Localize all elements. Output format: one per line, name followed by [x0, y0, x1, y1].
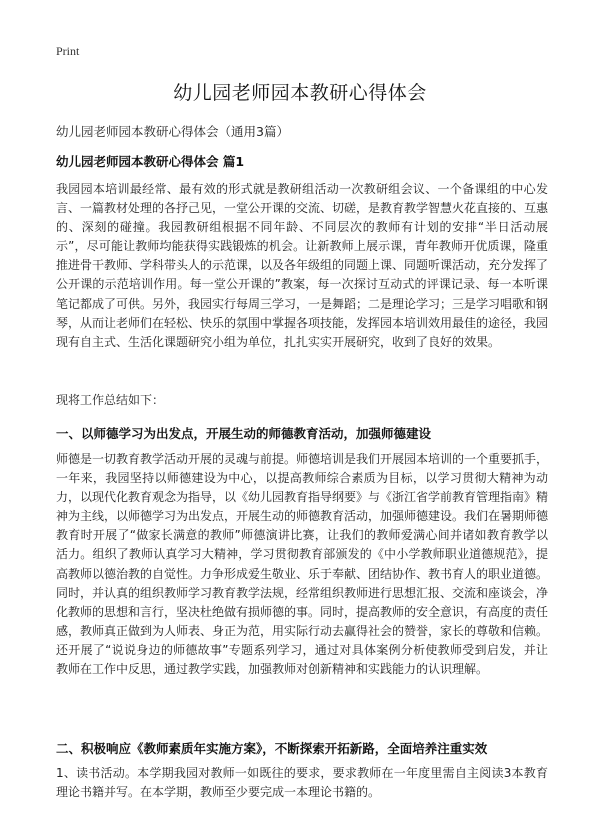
summary-intro: 现将工作总结如下： — [56, 393, 165, 407]
print-link[interactable]: Print — [56, 44, 80, 58]
section-heading-2: 二、积极响应《教师素质年实施方案》，不断探索开拓新路，全面培养注重实效 — [56, 741, 488, 756]
page-title: 幼儿园老师园本教研心得体会 — [173, 82, 427, 104]
article-heading: 幼儿园老师园本教研心得体会 篇1 — [56, 154, 245, 169]
section-2-paragraph: 1、读书活动。本学期我园对教师一如既往的要求，要求教师在一年度里需自主阅读3本教育理论书籍并写。在本学期，教师至少要完成一本理论书籍的。 — [56, 766, 548, 800]
document-subtitle: 幼儿园老师园本教研心得体会（通用3篇） — [56, 124, 289, 139]
section-1-paragraph: 师德是一切教育教学活动开展的灵魂与前提。师德培训是我们开展园本培训的一个重要抓手，一年来，我园坚持以师德建设为中心，以提高教师综合素质为目标，以学习贯彻大精神为动力，以现代化教育观念为指导，以《幼儿园教育指导纲要》与《浙江省学前教育管理指南》精神为主线，以师德学习为出发点，开展生动的师德教育活动，加强师德建设。我们在暑期师德教育时开展了“做家长满意的教师”师德演讲比赛，让我们的教师爱满心间并诸如教育教学以活力。组织了教师认真学习大精神，学习贯彻教育部颁发的《中小学教师职业道德规范》，提高教师以德治教的自觉性。力争形成爱生敬业、乐于奉献、团结协作、教书育人的职业道德。同时，并认真的组织教师学习教育教学法规，经常组织教师进行思想汇报、交流和座谈会，净化教师的思想和言行，坚决杜绝做有损师德的事。同时，提高教师的安全意识，有高度的责任感，教师真正做到为人师表、身正为范，用实际行动去赢得社会的赞誉，家长的尊敬和信赖。还开展了“说说身边的师德故事”专题系列学习，通过对具体案例分析使教师受到启发，并让教师在工作中反思，通过教学实践，加强教师对创新精神和实践能力的认识理解。 — [56, 452, 549, 677]
intro-paragraph: 我园园本培训最经常、最有效的形式就是教研组活动一次教研组会议、一个备课组的中心发言、一篇教材处理的各抒己见，一堂公开课的交流、切磋，是教育教学智慧火花直接的、互惠的、深刻的碰撞。我园教研组根据不同年龄、不同层次的教师有计划的安排“半日活动展示”，尽可能让教师均能获得实践锻炼的机会。让新教师上展示课，青年教师开优质课，隆重推进骨干教师、学科带头人的示范课，以及各年级组的同题上课、同题听课活动，充分发挥了公开课的示范培训作用。每一堂公开课的”教案，每一次探讨互动式的评课记录、每一本听课笔记都成了可供。另外，我园实行每周三学习，一是舞蹈；二是理论学习；三是学习唱歌和钢琴，从而让老师们在轻松、快乐的氛围中掌握各项技能，发挥园本培训效用最佳的途径，我园现有自主式、生活化课题研究小组为单位，扎扎实实开展研究，收到了良好的效果。 — [56, 182, 549, 349]
section-heading-1: 一、以师德学习为出发点，开展生动的师德教育活动，加强师德建设 — [56, 426, 432, 441]
